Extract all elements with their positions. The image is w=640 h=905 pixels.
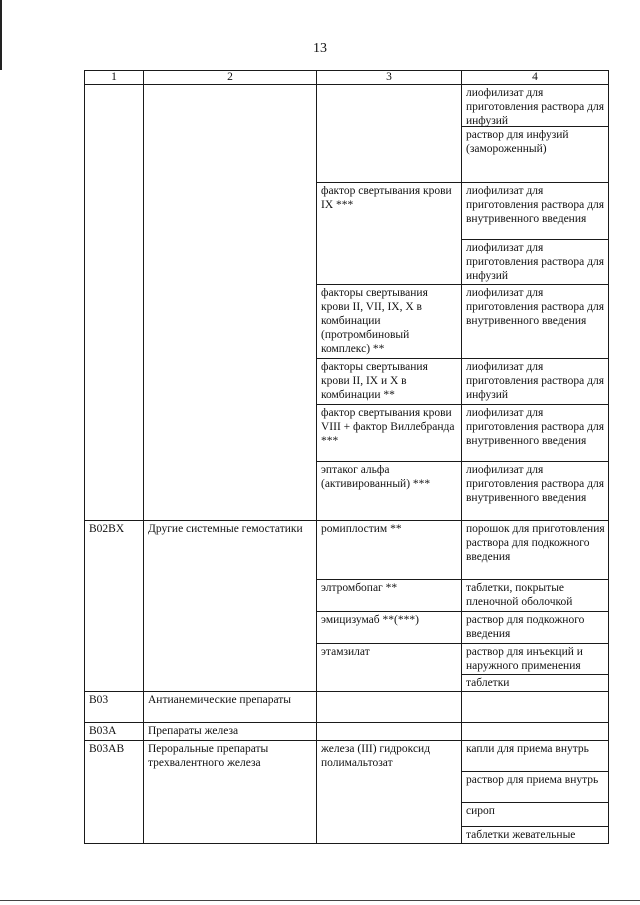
dosage-forms-cell	[462, 644, 609, 692]
table-header-row	[85, 71, 609, 85]
dosage-form: капли для приема внутрь	[466, 743, 589, 755]
drug-name-cell: факторы свертывания крови II, IX и X в комбинации **	[317, 359, 462, 405]
dosage-form-cell: лиофилизат для приготовления раствора для внутривенного введения	[462, 405, 609, 462]
atc-code-cell	[85, 85, 144, 521]
dosage-forms-cell	[462, 741, 609, 844]
drug-name-cell: эмицизумаб **(***)	[317, 612, 462, 644]
drug-name-cell	[317, 692, 462, 723]
group-name-cell: Пероральные препараты трехвалентного железа	[144, 741, 317, 844]
drug-name-cell: элтромбопаг **	[317, 580, 462, 612]
drug-name-cell: эптаког альфа (активированный) ***	[317, 462, 462, 521]
group-name-cell	[144, 85, 317, 521]
dosage-form-cell	[462, 723, 609, 741]
atc-code-cell: B03	[85, 692, 144, 723]
page-number: 13	[313, 41, 327, 56]
dosage-form-cell: лиофилизат для приготовления раствора для внутривенного введения	[462, 462, 609, 521]
drug-table	[84, 70, 609, 844]
group-name-cell: Другие системные гемостатики	[144, 521, 317, 692]
drug-name-cell: этамзилат	[317, 644, 462, 692]
drug-name-cell	[317, 85, 462, 183]
drug-name-cell: железа (III) гидроксид полимальтозат	[317, 741, 462, 844]
table-row	[85, 692, 609, 723]
drug-name-cell	[317, 723, 462, 741]
dosage-form: лиофилизат для приготовления раствора для инфузий	[462, 239, 608, 284]
group-name-cell: Препараты железа	[144, 723, 317, 741]
drug-name-cell: фактор свертывания крови VIII + фактор Виллебранда ***	[317, 405, 462, 462]
dosage-form-cell: таблетки, покрытые пленочной оболочкой	[462, 580, 609, 612]
bottom-edge-rule	[0, 900, 640, 901]
dosage-form: таблетки	[462, 674, 608, 691]
table-row	[85, 85, 609, 183]
column-header: 2	[144, 71, 317, 85]
dosage-form-cell: раствор для подкожного введения	[462, 612, 609, 644]
dosage-form: раствор для инфузий (замороженный)	[462, 126, 608, 178]
dosage-form-cell: лиофилизат для приготовления раствора для внутривенного введения	[462, 285, 609, 359]
atc-code-cell: B03A	[85, 723, 144, 741]
column-header: 1	[85, 71, 144, 85]
drug-name-cell: ромиплостим **	[317, 521, 462, 580]
dosage-forms-cell	[462, 183, 609, 285]
drug-name-cell: факторы свертывания крови II, VII, IX, X в комбинации (протромбиновый комплекс) **	[317, 285, 462, 359]
atc-code-cell: B02BX	[85, 521, 144, 692]
column-header: 4	[462, 71, 609, 85]
dosage-form-cell: порошок для приготовления раствора для подкожного введения	[462, 521, 609, 580]
dosage-forms-cell	[462, 85, 609, 183]
atc-code-cell: B03AB	[85, 741, 144, 844]
dosage-form-cell: лиофилизат для приготовления раствора для инфузий	[462, 359, 609, 405]
column-header: 3	[317, 71, 462, 85]
dosage-form: раствор для приема внутрь	[462, 771, 608, 802]
dosage-form: лиофилизат для приготовления раствора для инфузий	[466, 87, 604, 127]
dosage-form: раствор для инъекций и наружного применения	[466, 646, 583, 672]
group-name-cell: Антианемические препараты	[144, 692, 317, 723]
dosage-form-cell	[462, 692, 609, 723]
drug-name-cell: фактор свертывания крови IX ***	[317, 183, 462, 285]
dosage-form: лиофилизат для приготовления раствора для внутривенного введения	[466, 185, 604, 225]
dosage-form: таблетки жевательные	[462, 826, 608, 843]
table-row	[85, 741, 609, 844]
left-margin-rule	[0, 0, 2, 70]
table-row	[85, 723, 609, 741]
dosage-form: сироп	[462, 802, 608, 826]
table-row	[85, 521, 609, 580]
